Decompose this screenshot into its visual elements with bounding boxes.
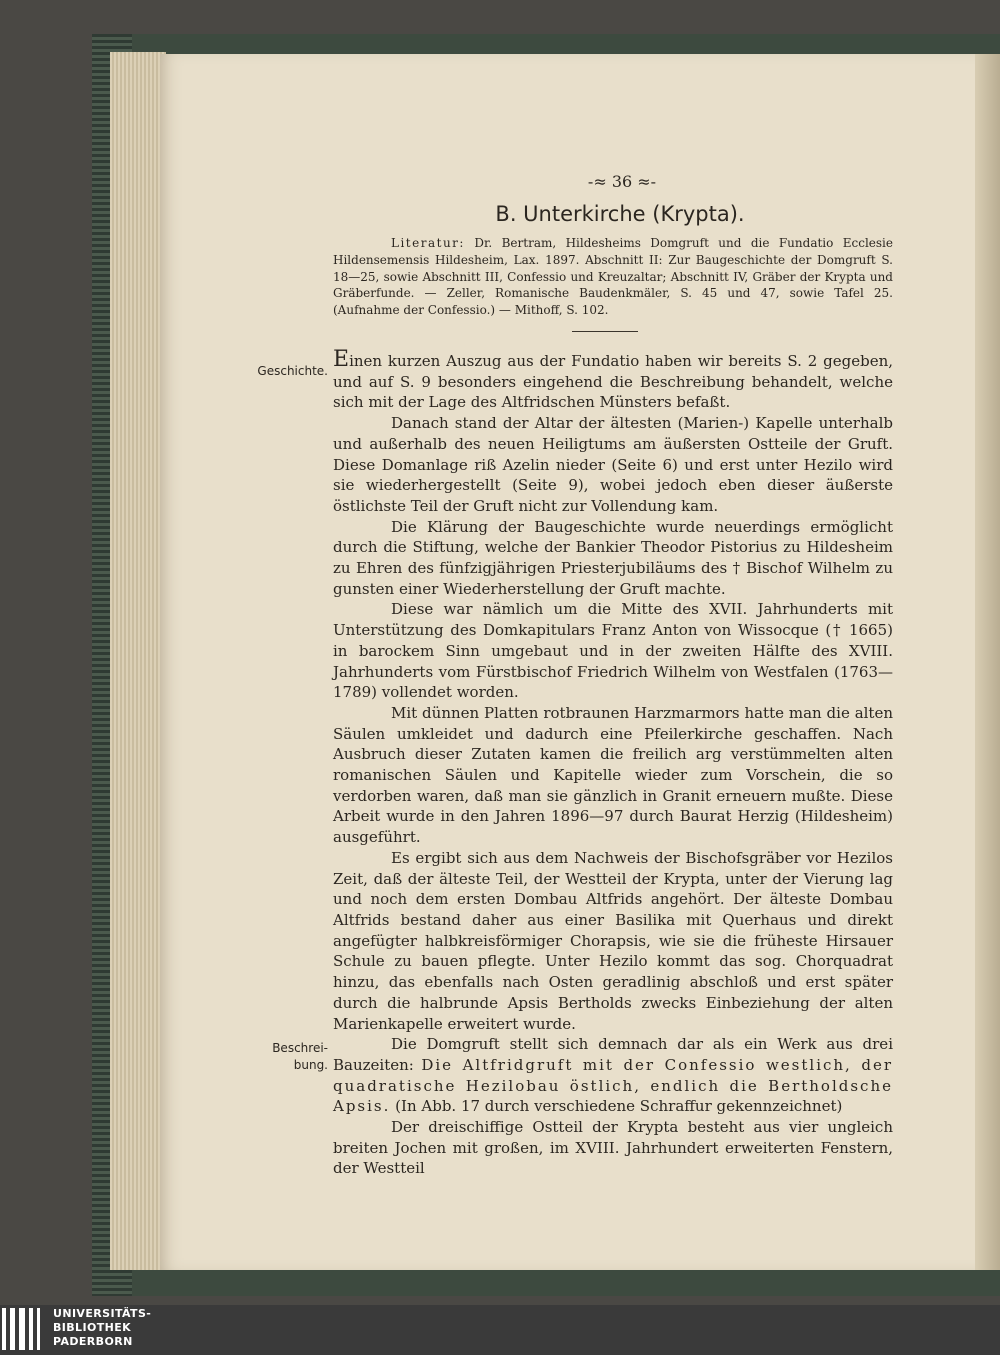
paragraph-4: Diese war nämlich um die Mitte des XVII. Jahrhunderts mit Unterstützung des Domkapitulars Franz Anton von Wissocque († 1665) in barockem Sinn umgebaut und in der zweiten Hälfte des XVIII. Jahrhunderts vom Fürstbischof Friedrich Wilhelm von Westfalen (1763—1789) vollendet worden. — [333, 600, 893, 702]
literature-text: Dr. Bertram, Hildesheims Domgruft und die Fundatio Ecclesie Hildensemensis Hildesheim, Lax. 1897. Abschnitt II: Zur Baugeschichte der Domgruft S. 18—25, sowie Abschnitt III, Confessio und Kreuzaltar; Abschnitt IV, Gräber der Krypta und Gräberfunde. — Zeller, Romanische Baudenkmäler, S. 45 und 47, sowie Tafel 25. (Aufnahme der Confessio.) — Mithoff, S. 102. — [333, 236, 893, 318]
literature-block — [333, 235, 893, 319]
paragraph-8: Der dreischiffige Ostteil der Krypta besteht aus vier ungleich breiten Jochen mit großen, im XVIII. Jahrhundert erweiterten Fenstern, der Westteil — [333, 1118, 893, 1178]
page-right-edge — [975, 54, 1000, 1270]
paragraph-3: Die Klärung der Baugeschichte wurde neuerdings ermöglicht durch die Stiftung, welche der Bankier Theodor Pistorius zu Hildesheim zu Ehren des fünfzigjährigen Priesterjubiläums des † Bischof Wilhelm zu gunsten einer Wiederherstellung der Gruft machte. — [333, 517, 893, 598]
library-logo-icon — [2, 1308, 42, 1350]
paragraph-5: Mit dünnen Platten rotbraunen Harzmarmors hatte man die alten Säulen umkleidet und dadurch eine Pfeilerkirche geschaffen. Nach Ausbruch dieser Zutaten kamen die freilich arg verstümmelten alten romanischen Säulen und Kapitelle wieder zum Vorschein, die so verdorben waren, daß man sie gänzlich in Granit erneuern mußte. Diese Arbeit wurde in den Jahren 1896—97 durch Baurat Herzig (Hildesheim) ausgeführt. — [333, 703, 893, 847]
footer-line-2: BIBLIOTHEK — [53, 1321, 132, 1334]
paragraph-1 — [333, 347, 893, 413]
page-stack-edge — [110, 52, 166, 1270]
footer-line-3: PADERBORN — [53, 1335, 133, 1348]
paragraph-7-tail: (In Abb. 17 durch verschiedene Schraffur gekennzeichnet) — [390, 1097, 843, 1116]
paragraph-7-spaced: Die Altfridgruft mit der Confessio westlich, der quadratische Hezilobau östlich, endlich die Bertholdsche Apsis. — [333, 1055, 893, 1116]
paragraph-7-lead: Die Domgruft stellt sich demnach dar als ein Werk aus drei Bauzeiten: — [333, 1035, 893, 1074]
paragraph-6: Es ergibt sich aus dem Nachweis der Bischofsgräber vor Hezilos Zeit, daß der älteste Teil, der Westteil der Krypta, unter der Vierung lag und noch dem ersten Dombau Altfrids angehört. Der älteste Dombau Altfrids bestand daher aus einer Basilika mit Querhaus und direkt angefügter halbkreisförmiger Chorapsis, wie sie die früheste Hirsauer Schule zu bauen pflegte. Unter Hezilo kommt das sog. Chorquadrat hinzu, das ebenfalls nach Osten geradlinig abschloß und erst später durch die halbrunde Apsis Bertholds zwecks Einbeziehung der alten Marienkapelle erweitert wurde. — [333, 848, 893, 1033]
footer-line-1: UNIVERSITÄTS- — [53, 1307, 152, 1320]
paragraph-1-text: inen kurzen Auszug aus der Fundatio haben wir bereits S. 2 gegeben, und auf S. 9 besonders eingehend die Beschreibung behandelt, welche sich mit der Lage des Altfridschen Münsters befaßt. — [333, 352, 893, 412]
divider-rule — [572, 331, 638, 332]
literature-label: Literatur: — [391, 236, 465, 250]
paragraph-7 — [333, 1034, 893, 1117]
margin-note-geschichte: Geschichte. — [257, 364, 328, 378]
paragraph-2: Danach stand der Altar der ältesten (Marien-) Kapelle unterhalb und außerhalb des neuen Heiligtums am äußersten Ostteile der Gruft. Diese Domanlage riß Azelin nieder (Seite 6) und erst unter Hezilo wird sie wiederhergestellt (Seite 9), wobei jedoch eben dieser äußerste östlichste Teil der Gruft nicht zur Vollendung kam. — [333, 414, 893, 515]
section-heading: B. Unterkirche (Krypta). — [495, 202, 745, 226]
margin-note-beschreibung-2: bung. — [293, 1058, 328, 1072]
initial-letter: E — [333, 347, 350, 372]
margin-note-beschreibung-1: Beschrei- — [272, 1041, 328, 1055]
body-text — [333, 347, 893, 1179]
page-number: -≈ 36 ≈- — [587, 172, 657, 191]
